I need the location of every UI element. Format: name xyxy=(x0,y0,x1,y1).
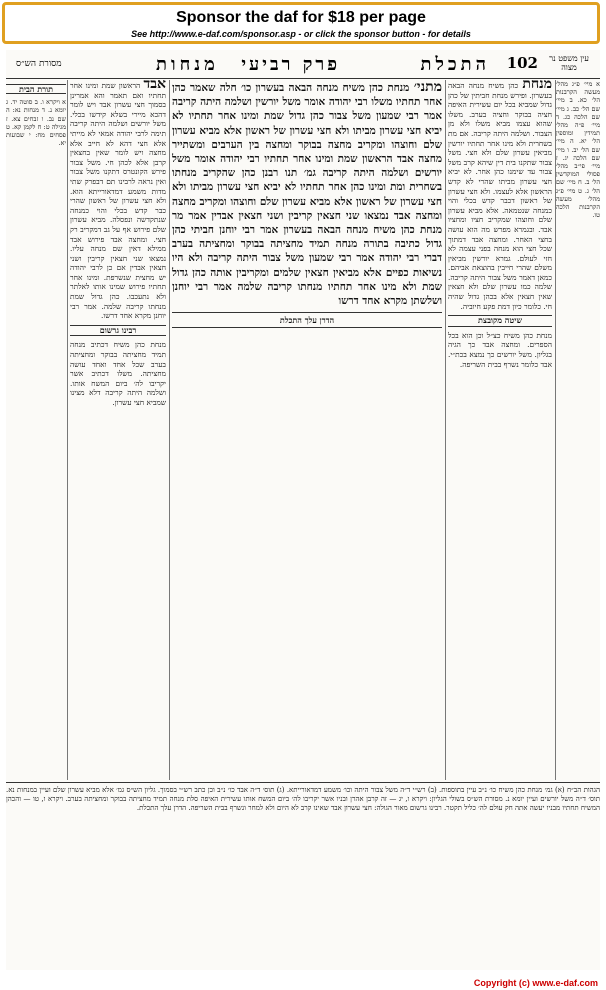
rashi-commentary xyxy=(448,80,552,780)
header-chapter-name: התכלת xyxy=(420,54,490,75)
masoret-hashas-margin xyxy=(6,80,66,780)
bottom-notes-rule xyxy=(6,782,600,783)
gemara-main-text xyxy=(172,80,442,780)
gemara-lead-word: מתני׳ xyxy=(413,80,442,95)
page-header xyxy=(6,54,600,78)
hadran-heading: הדרן עלך התכלת xyxy=(172,312,442,328)
ein-mishpat-notes: א מיי׳ פ״ג מהל׳ מעשה הקרבנות הל׳ כא. ב מיי׳ שם הל׳ כב. ג מיי׳ שם הלכה כג. ד מיי׳ פ״ה מהל׳ תמידין ומוספין הל׳ יא. ה מיי׳ שם הל׳ יב. ו מיי׳ שם הלכה יג. ז מיי׳ פי״ב מהל׳ פסולי המוקדשין הל׳ ב. ח מיי׳ שם הל׳ ג. ט מיי׳ פ״ג מהל׳ מעשה הקרבנות הלכה טו. xyxy=(556,80,600,220)
tosafot-lead-word: אבד xyxy=(143,80,166,92)
header-tractate-name: מנחות xyxy=(156,54,219,75)
rashi-lead-word: מנחת xyxy=(522,80,552,92)
ein-mishpat-margin xyxy=(556,80,600,780)
talmud-page xyxy=(6,50,600,970)
header-rule xyxy=(6,78,600,79)
sponsor-banner[interactable] xyxy=(2,2,600,44)
shita-mekubetzet-heading: שיטה מקובצת xyxy=(448,315,552,327)
page-number: 102 xyxy=(506,54,538,72)
sponsor-banner-title[interactable]: Sponsor the daf for $18 per page xyxy=(176,9,426,26)
rabbeinu-gershom-heading: רבינו גרשום xyxy=(70,325,166,337)
torat-habayit-heading: תורת הבית xyxy=(6,84,66,94)
gemara-body: מנחת כהן משיח מנחה הבאה בעשרון כו׳ חלה שאמר כהן אחר תחתיו משלו רבי יהודה אומר משל יורשין ושלמה היתה קריבה אמר רבי שמעון משל צבור כהן גדול שמת ומינו אחר תחתיו לא יביא חצי עשרון מביתו ולא חצי עשרון של ראשון אלא מביא עשרון שלם וחוצהו ומקריב מחצה בבוקר ומחצה בין הערבים ומשתייר מחצה אבד הראשון שמת ומינו אחר תחתיו רבי יהודה אומר משל יורשים ושלמה היתה קריבה גמ׳ תנו רבנן כהן שהקריב מנחתו בשחרית ומת ומינו כהן אחר תחתיו לא יביא חצי עשרון מביתו ולא חצי עשרון של ראשון אלא מביא עשרון שלם וחוצהו ומקריב מחצה ומחצה אבד נמצאו שני חצאין קריבין ושני חצאין אבדין אמר מר מנחת כהן משיח מנחה הבאה בעשרון אמר רבי יוחנן חביתי כהן גדול כתיבה בתורה מנחה תמיד מחציתה בבוקר ומחציתה בערב דברי רבי יהודה אמר רבי שמעון משל צבור היתה קריבה ולא היו נשיאות כפיים אלא מביאין חצאין שלמים ומקריבין אותה כהן גדול שמת ולא מינו אחר תחתיו מנחתו קריבה שלמה אמר רבי יוחנן ושלשתן מקרא אחד דרשו xyxy=(172,82,442,308)
column-divider-left xyxy=(169,80,170,780)
bottom-glosses-body: הגהות הב״ח (א) גמ׳ מנחת כהן משיח כו׳ נ״ב עיין בתוספות. (ב) רש״י ד״ה משל צבור היתה וכו׳ משמע דמדאורייתא. (ג) תוס׳ ד״ה אבד כו׳ נ״ב וכן כתב רש״י בסמוך. גליון הש״ס גמ׳ אלא מביא עשרון שלם ועיין במנחות נא. תוס׳ ד״ה משל יורשים ועיין יומא נ. מסורת הש״ס בשולי הגליון: ויקרא ו, יג — זה קרבן אהרן ובניו אשר יקריבו לה׳ ביום המשח אותו עשירית האיפה סלת מנחה תמיד מחציתה בבוקר ומחציתה בערב. ויקרא ו, טו — והכהן המשיח תחתיו מבניו יעשה אתה חק עולם לה׳ כליל תקטר. רבינו גרשום מאור הגולה: חצי עשרון אבד שאינו קרב לא היום ולא למחר ונשרף בבית השריפה. הדרן עלך התכלת. xyxy=(6,786,600,812)
tosafot-body: הראשון שמת ומינו אחר תחתיו ואם תאמר והא אמרינן בסמוך חצי עשרון אבד ויש לומר דהכא מיירי בשלא קידשו בכלי. משל יורשים ושלמה היתה קריבה תימה לרבי יהודה אמאי לא מייתי אלא חצי דהא לא חייב אלא מחצה ויש לומר שאין בחצאין קרבן אלא לכהן חי. משל צבור פירש הקונטרס דתקנו משל צבור ואין נראה לרבינו תם דבפרק שתי מדות משמע דמדאורייתא הוא. ולא חצי עשרון של ראשון שהרי כבר קדש בכלי והוי כמנחה שנתקדשה ונפסלה. מביא עשרון שלם פירוש אף על גב דמקריב רק חצי. ומחצה אבד פירוש אבד ממילא דאין שם מנחה עליו. נמצאו שני חצאין קריבין ושני חצאין אבדין אם כן לרבי יהודה יש מחצית שנשרפת. ומינו אחר תחתיו פירוש שמינו אותו לאלתר ולא נתעכבו. כהן גדול שמת מנחתו קריבה שלמה. אמר רבי יוחנן מקרא אחד דרשו. xyxy=(70,81,166,321)
header-masoret-tag: מסורת הש״ס xyxy=(16,59,62,69)
bottom-glosses xyxy=(6,786,600,962)
header-ein-mishpat-tag: עין משפט נר מצוה xyxy=(549,54,589,72)
header-chapter-number: פרק רביעי xyxy=(241,54,340,75)
rabbeinu-gershom-body: מנחת כהן משיח דכתיב מנחה תמיד מחציתה בבוקר ומחציתה בערב שכל אחד ואחד עושה מחציתה. משלו דכתיב אשר יקריבו לה׳ ביום המשח אותו. ושלמה היתה קריבה דלא מצינו שמביא חצי עשרון. xyxy=(70,340,166,407)
shita-mekubetzet-body: מנחת כהן משיח כצ״ל וכן הוא בכל הספרים. ומחצה אבד כך הגיה בגליון. משל יורשים כך נמצא בכת״י. אבד כלומר נשרף בבית השריפה. xyxy=(448,330,552,369)
column-divider-right xyxy=(445,80,446,780)
sponsor-banner-subtitle[interactable]: See http://www.e-daf.com/sponsor.asp - or click the sponsor button - for details xyxy=(131,29,471,39)
copyright-link[interactable]: Copyright (c) www.e-daf.com xyxy=(473,978,598,988)
tosafot-commentary xyxy=(70,80,166,780)
rashi-body: כהן משיח מנחה הבאה בעשרון. ופירש מנחת חביתין של כהן גדול שמביא בכל יום עשירית האיפה חציה בבוקר וחציה בערב. משלו שהוא עצמו מביא משלו ולא מן הצבור. ושלמה היתה קריבה. אם מת בשחרית ולא מינו אחר תחתיו יורשין מביאין עשרון שלם ולא חצי. משל צבור שתקנו בית דין שיהא קרב משל צבור עד שימנו כהן אחר. לא יביא חצי עשרון מביתו שהרי לא קדש הראשון אלא לעצמו. ולא חצי עשרון של ראשון דכבר קדש בכלי והוי כמנחה שנטמאה. אלא מביא עשרון שלם וחוצהו שמקריב חציו ומחציו אבד. ובגמרא מפרש מה הוא עושה בחצי האחר. ומחצה אבד דמתוך שכל חצי הוא מנחה בפני עצמה לא חזי לעולם. גמרא יורשין מביאין משלם שהרי חייבין בהוצאת אביהם. כמאן דאמר משל צבור היתה קריבה. שלמה כמו עשרון שלם ולא חצאין שאין חצאין אלא בכהן גדול שהיה חי. כלומר כיון דמת פקע חיוביה. xyxy=(448,81,552,311)
masoret-hashas-notes: א ויקרא ו. ב סוטה יד. ג יומא נ. ד מנחות נא: ה שם נב. ו זבחים צא. ז מגילה ט: ח לקמן קא. ט פסחים מח: י שבועות יא. xyxy=(6,98,66,148)
margin-divider-left xyxy=(67,80,68,780)
